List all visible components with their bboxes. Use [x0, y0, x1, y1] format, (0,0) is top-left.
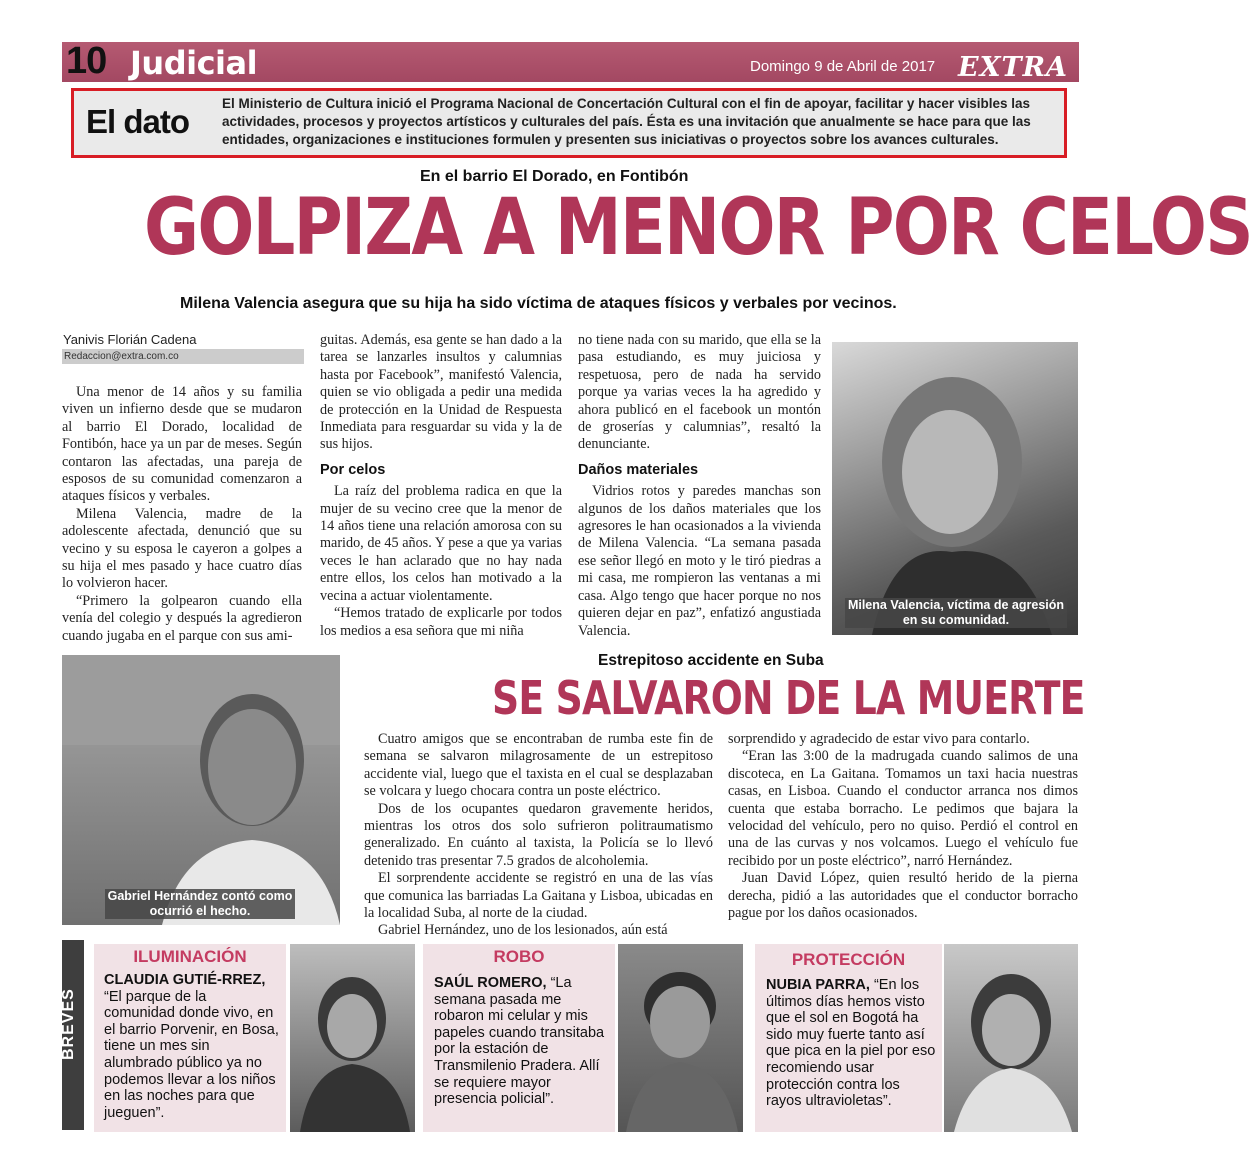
article1-author: Yanivis Florián Cadena	[63, 332, 197, 347]
subhead-danos-materiales: Daños materiales	[578, 461, 699, 478]
paragraph: guitas. Además, esa gente se han dado a la tarea se lanzarles insultos y calumnias hasta por Facebook”, manifestó Valencia, quien se vio obligada a pedir una medida de protección en la Unidad de Respuesta Inmediata para resguardar su vida y la de sus hijos.	[320, 332, 562, 453]
photo-milena-valencia	[832, 342, 1078, 635]
paragraph: Juan David López, quien resultó herido de la pierna derecha, pidió a las autoridades que el conductor borracho pague por los daños ocasionados.	[728, 870, 1078, 922]
paragraph: “Hemos tratado de explicarle por todos los medios a esa señora que mi niña	[320, 605, 562, 639]
photo-caption-milena: Milena Valencia, víctima de agresión en su comunidad.	[845, 598, 1067, 628]
paragraph: sorprendido y agradecido de estar vivo para contarlo.	[728, 731, 1030, 747]
paragraph: El sorprendente accidente se registró en una de las vías que comunica las barriadas La Gaitana y Lisboa, ubicadas en la localidad Suba, al norte de la ciudad.	[364, 870, 713, 922]
paragraph: Vidrios rotos y paredes manchas son algunos de los daños materiales que los agresores le han ocasionados a la vivienda de Milena Valencia. “La semana pasada ese señor llegó en moto y le tiró piedras a mi casa, me rompieron las ventanas a mi casa. Algo tengo que hacer porque no nos quieren dejar en paz”, enfatizó angustiada Valencia.	[578, 483, 821, 639]
paragraph: Dos de los ocupantes quedaron gravemente heridos, mientras los otros dos solo sufrieron politraumatismo generalizado. En cuánto al taxista, la Policía se lo llevó detenido tras presentar 7.5 grados de alcoholemia.	[364, 800, 713, 869]
breves-label: BREVES	[60, 988, 77, 1060]
article1-deck: Milena Valencia asegura que su hija ha sido víctima de ataques físicos y verbales por vecinos.	[180, 295, 897, 312]
photo-gabriel-hernandez	[62, 655, 340, 925]
breve-person-name: SAÚL ROMERO,	[434, 975, 547, 991]
portrait-woman-image	[290, 944, 415, 1132]
subhead-por-celos: Por celos	[320, 461, 386, 478]
breve-title: ILUMINACIÓN	[133, 947, 247, 966]
section-title: Judicial	[130, 44, 258, 82]
photo-nubia-parra	[944, 944, 1078, 1132]
article2-kicker: Estrepitoso accidente en Suba	[598, 652, 824, 669]
dato-label: El dato	[86, 103, 190, 140]
breve-title: ROBO	[493, 947, 545, 966]
breve-text	[766, 977, 938, 1110]
photo-caption-gabriel: Gabriel Hernández contó como ocurrió el hecho.	[105, 889, 295, 919]
article1-headline: GOLPIZA A MENOR POR CELOS	[144, 183, 1252, 273]
paragraph: La raíz del problema radica en que la mujer de su vecino cree que la menor de 14 años tiene una relación amorosa con su marido, de 45 años. Y pese a que ya varias veces le han aclarado que no hay nada entre ellos, los celos han motivado a la vecina a actuar violentamente.	[320, 483, 562, 604]
article2-column-1	[364, 731, 713, 940]
paragraph: Cuatro amigos que se encontraban de rumba este fin de semana se salvaron milagrosamente de un estrepitoso accidente vial, luego que el taxista en el cual se desplazaban se volcara y luego chocara contra un poste eléctrico.	[364, 731, 713, 800]
page-number: 10	[66, 40, 107, 82]
portrait-woman-image	[832, 342, 1078, 635]
portrait-man-image	[62, 655, 340, 925]
breve-person-name: NUBIA PARRA,	[766, 977, 870, 993]
breve-text	[104, 972, 280, 1121]
photo-saul-romero	[618, 944, 743, 1132]
paragraph: “Primero la golpearon cuando ella venía del colegio y después la agredieron cuando jugaba en el parque con sus ami-	[62, 592, 302, 644]
paragraph: Milena Valencia, madre de la adolescente afectada, denunció que su vecino y su esposa le cayeron a golpes a su hija el mes pasado y hace cuatro días lo volvieron hacer.	[62, 505, 302, 592]
dato-text: El Ministerio de Cultura inició el Programa Nacional de Concertación Cultural con el fin de apoyar, facilitar y hacer visibles las actividades, procesos y proyectos artísticos y culturales del país. Ésta es una invitación que anualmente se hace para que las entidades, organizaciones e instituciones formulen y presenten sus iniciativas o proyectos sobre los avances culturales.	[222, 96, 1031, 147]
article2-headline: SE SALVARON DE LA MUERTE	[492, 671, 1085, 725]
article2-column-2	[728, 731, 1078, 922]
article1-column-2	[320, 332, 562, 640]
portrait-man-image	[618, 944, 743, 1132]
portrait-woman-image	[944, 944, 1078, 1132]
breve-title: PROTECCIÓN	[791, 950, 906, 969]
paragraph: no tiene nada con su marido, que ella se la pasa estudiando, es muy juiciosa y respetuosa, pero de nada ha servido porque ya varias veces la ha agredido y ahora publicó en el facebook un montón de groserías y calumnias”, resaltó la denunciante.	[578, 332, 821, 453]
breve-text	[434, 975, 610, 1108]
breve-person-name: CLAUDIA GUTIÉ-RREZ,	[104, 972, 266, 988]
article1-kicker: En el barrio El Dorado, en Fontibón	[420, 168, 689, 185]
paragraph: Una menor de 14 años y su familia viven un infierno desde que se mudaron al barrio El Dorado, localidad de Fontibón, hace ya un par de meses. Según contaron las afectadas, una pareja de esposos de su comunidad comenzaron a ataques físicos y verbales.	[62, 384, 302, 505]
newspaper-logo: EXTRA	[958, 52, 1069, 83]
breve-quote: “La semana pasada me robaron mi celular y mis papeles cuando transitaba por la estación de Transmilenio Pradera. Allí se requiere mayor presencia policial”.	[434, 975, 605, 1108]
photo-claudia-gutierrez	[290, 944, 415, 1132]
article1-column-3	[578, 332, 821, 640]
paragraph: “Eran las 3:00 de la madrugada cuando salimos de una discoteca, en La Gaitana. Tomamos un taxi hacia nuestras casas, en Lisboa. Cuando el conductor arranca nos dimos cuenta que estaba borracho. Le pedimos que bajara la velocidad del vehículo, pero no quiso. Perdió el control en una de las curvas y nos volcamos. Luego el vehículo fue recibido por un poste eléctrico”, narró Hernández.	[728, 748, 1078, 869]
article1-column-1	[62, 384, 302, 645]
breve-quote: “El parque de la comunidad donde vivo, en el barrio Porvenir, en Bosa, tiene un mes sin alumbrado público ya no podemos llevar a los niños en las noches para que jueguen”.	[104, 988, 279, 1121]
issue-date: Domingo 9 de Abril de 2017	[750, 58, 936, 75]
paragraph: Gabriel Hernández, uno de los lesionados, aún está	[378, 922, 668, 939]
breve-quote: “En los últimos días hemos visto que el sol en Bogotá ha sido muy fuerte tanto así que pica en la piel por eso recomiendo usar protección contra los rayos ultravioletas”.	[766, 977, 936, 1110]
article1-email: Redaccion@extra.com.co	[62, 349, 304, 364]
